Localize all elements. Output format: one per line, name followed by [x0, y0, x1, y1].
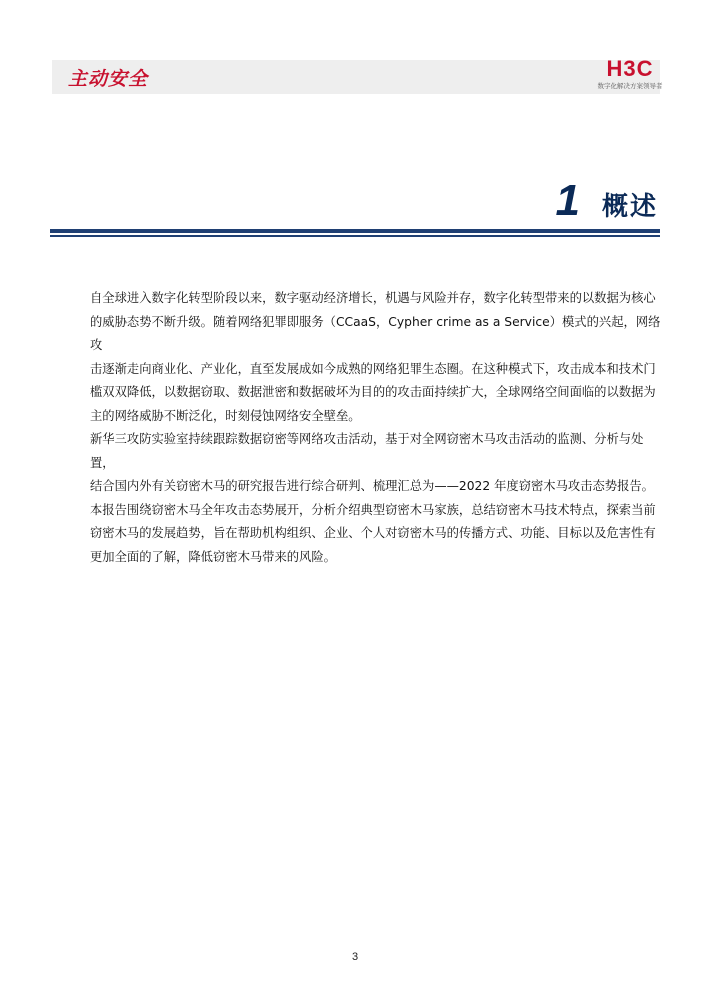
text-line: 击逐渐走向商业化、产业化，直至发展成如今成熟的网络犯罪生态圈。在这种模式下，攻击成本和技术门: [90, 361, 656, 376]
body-text: [90, 287, 666, 569]
text-line: 主的网络威胁不断泛化，时刻侵蚀网络安全壁垒。: [90, 408, 361, 423]
logo-mark: H3C: [606, 56, 654, 81]
page-number: 3: [351, 951, 359, 963]
text-line: 结合国内外有关窃密木马的研究报告进行综合研判、梳理汇总为——2022 年度窃密木马攻击态势报告。: [90, 479, 654, 493]
text-line: 槛双双降低，以数据窃取、数据泄密和数据破坏为目的的攻击面持续扩大，全球网络空间面临的以数据为: [90, 385, 656, 399]
heading-rule-thin: [50, 235, 660, 237]
chapter-title: 概述: [601, 192, 658, 222]
heading-rule-thick: [50, 229, 660, 233]
text-line: 新华三攻防实验室持续跟踪数据窃密等网络攻击活动，基于对全网窃密木马攻击活动的监测、分析与处置，: [90, 432, 644, 470]
logo-tagline: 数字化解决方案领导者: [597, 82, 663, 90]
h3c-logo: [592, 57, 668, 97]
text-line: 自全球进入数字化转型阶段以来，数字驱动经济增长，机遇与风险并存，数字化转型带来的以数据为核心: [90, 291, 656, 305]
chapter-number: 1: [555, 176, 580, 225]
text-line: 的威胁态势不断升级。随着网络犯罪即服务（CCaaS，Cypher crime as a Service）模式的兴起，网络攻: [90, 314, 661, 352]
text-line: 窃密木马的发展趋势，旨在帮助机构组织、企业、个人对窃密木马的传播方式、功能、目标以及危害性有: [90, 526, 656, 540]
chapter-heading: [556, 176, 659, 226]
text-line: 本报告围绕窃密木马全年攻击态势展开，分析介绍典型窃密木马家族，总结窃密木马技术特点，探索当前: [90, 502, 656, 517]
section-header-title: 主动安全: [68, 68, 149, 90]
text-line: 更加全面的了解，降低窃密木马带来的风险。: [90, 549, 336, 564]
